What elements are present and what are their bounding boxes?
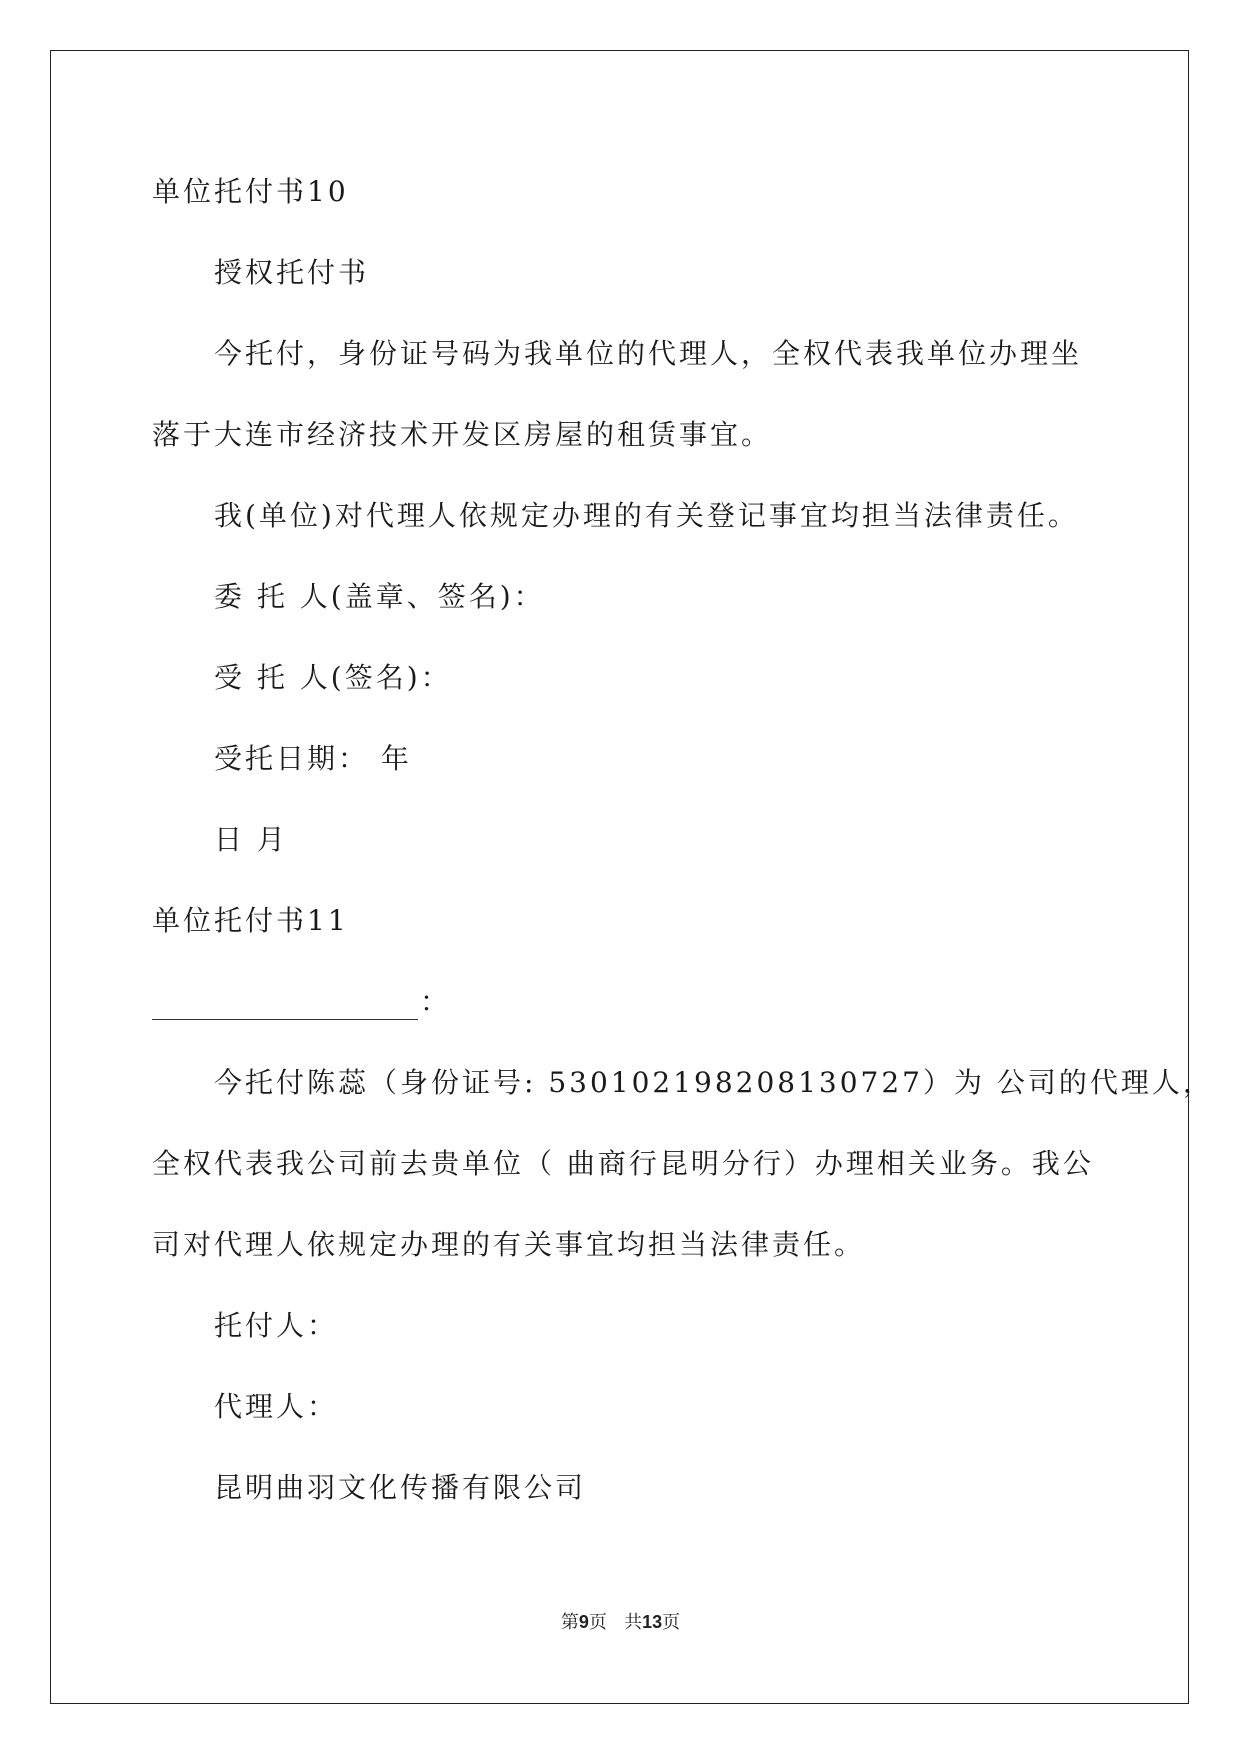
page-border [50, 50, 1189, 1704]
company-name: 昆明曲羽文化传播有限公司 [214, 1471, 587, 1504]
salutation-colon: ： [420, 985, 452, 1018]
entrust-date-line: 受托日期： 年 [214, 742, 412, 775]
section-10-paragraph-1-line-1: 今托付，身份证号码为我单位的代理人，全权代表我单位办理坐 [214, 337, 1083, 370]
footer-total-prefix: 共 [624, 1612, 643, 1633]
total-pages-number: 13 [642, 1612, 663, 1632]
current-page-number: 9 [578, 1612, 589, 1632]
footer-page-suffix: 页 [588, 1612, 607, 1633]
section-10-paragraph-1-line-2: 落于大连市经济技术开发区房屋的租赁事宜。 [152, 418, 773, 451]
entrust-date-continued: 日 月 [214, 823, 288, 856]
section-10-paragraph-2: 我(单位)对代理人依规定办理的有关登记事宜均担当法律责任。 [214, 499, 1079, 532]
section-10-heading: 单位托付书10 [152, 175, 349, 208]
section-11-heading: 单位托付书11 [152, 904, 349, 937]
section-11-paragraph-1-line-3: 司对代理人依规定办理的有关事宜均担当法律责任。 [152, 1228, 866, 1261]
entrustor-line: 委 托 人(盖章、签名)： [214, 580, 545, 613]
agent-line: 代理人： [214, 1390, 339, 1423]
section-11-paragraph-1-line-1: 今托付陈蕊（身份证号: 530102198208130727）为 公司的代理人， [214, 1066, 1214, 1099]
trustee-line: 受 托 人(签名)： [214, 661, 452, 694]
recipient-blank [152, 993, 418, 1020]
footer-prefix: 第 [560, 1612, 579, 1633]
salutation-line [152, 984, 451, 1020]
page-footer [0, 1610, 1241, 1635]
authorization-title: 授权托付书 [214, 256, 370, 289]
footer-total-suffix: 页 [662, 1612, 681, 1633]
section-11-paragraph-1-line-2: 全权代表我公司前去贵单位（ 曲商行昆明分行）办理相关业务。我公 [152, 1147, 1094, 1180]
principal-line: 托付人： [214, 1309, 339, 1342]
